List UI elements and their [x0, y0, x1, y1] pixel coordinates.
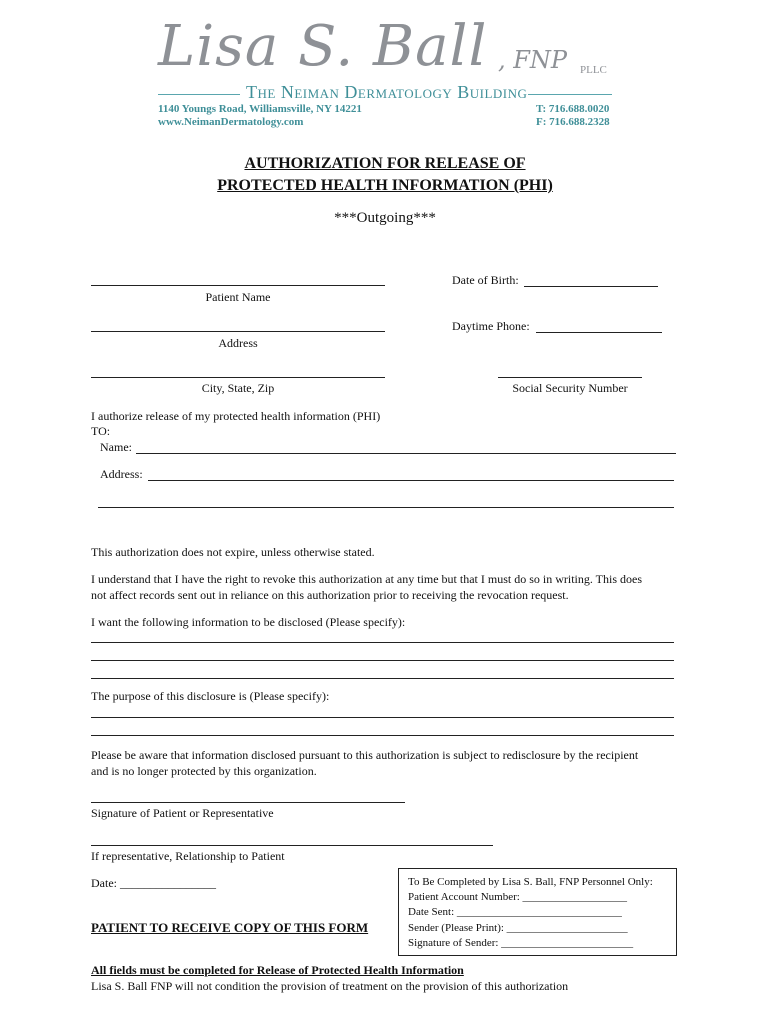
- letterhead-address: 1140 Youngs Road, Williamsville, NY 14221: [158, 103, 362, 115]
- footer-treatment-notice: Lisa S. Ball FNP will not condition the provision of treatment on the provision of this authorization: [91, 979, 569, 993]
- dob-label: Date of Birth:: [452, 273, 519, 287]
- city-state-zip-line[interactable]: [91, 377, 385, 378]
- copy-notice: PATIENT TO RECEIVE COPY OF THIS FORM: [91, 920, 369, 935]
- info-disclosed-line-3[interactable]: [91, 678, 674, 679]
- relationship-label: If representative, Relationship to Patient: [91, 849, 285, 863]
- recipient-address-line[interactable]: [148, 480, 674, 481]
- purpose-line-1[interactable]: [91, 717, 674, 718]
- logo-credential: , FNP: [498, 46, 568, 74]
- ssn-label: Social Security Number: [512, 381, 628, 395]
- patient-name-line[interactable]: [91, 285, 385, 286]
- ssn-line[interactable]: [498, 377, 642, 378]
- building-name: The Neiman Dermatology Building: [246, 82, 528, 102]
- city-state-zip-label: City, State, Zip: [201, 381, 275, 395]
- address-line[interactable]: [91, 331, 385, 332]
- date-field[interactable]: Date: ________________: [91, 876, 216, 890]
- authorize-statement: I authorize release of my protected health information (PHI): [91, 409, 381, 423]
- logo-name: Lisa S. Ball: [158, 14, 488, 79]
- personnel-account-field[interactable]: Patient Account Number: ___________________: [408, 891, 628, 903]
- personnel-date-sent-field[interactable]: Date Sent: ______________________________: [408, 906, 622, 918]
- logo-suffix: PLLC: [580, 64, 607, 76]
- signature-label: Signature of Patient or Representative: [91, 806, 274, 820]
- recipient-name-label: Name:: [100, 440, 132, 454]
- info-disclosed-line-2[interactable]: [91, 660, 674, 661]
- letterhead-fax: F: 716.688.2328: [536, 116, 610, 128]
- purpose-prompt: The purpose of this disclosure is (Please specify):: [91, 689, 330, 703]
- personnel-signature-field[interactable]: Signature of Sender: ________________________: [408, 937, 634, 949]
- letterhead-website: www.NeimanDermatology.com: [158, 116, 304, 128]
- address-label: Address: [218, 336, 258, 350]
- authorize-to: TO:: [91, 424, 111, 438]
- info-disclosed-line-1[interactable]: [91, 642, 674, 643]
- recipient-name-line[interactable]: [136, 453, 676, 454]
- building-rule-left: [158, 94, 240, 95]
- redisclosure-statement-2: and is no longer protected by this organization.: [91, 764, 317, 778]
- form-title-line2: PROTECTED HEALTH INFORMATION (PHI): [217, 177, 553, 194]
- daytime-phone-label: Daytime Phone:: [452, 319, 530, 333]
- revoke-statement-1: I understand that I have the right to revoke this authorization at any time but that I must do so in writing. This does: [91, 572, 643, 586]
- footer-required-notice: All fields must be completed for Release of Protected Health Information: [91, 963, 464, 977]
- signature-line[interactable]: [91, 802, 405, 803]
- recipient-address-line-2[interactable]: [98, 507, 674, 508]
- personnel-heading: To Be Completed by Lisa S. Ball, FNP Personnel Only:: [408, 876, 653, 888]
- relationship-line[interactable]: [91, 845, 493, 846]
- personnel-box: [398, 868, 677, 956]
- letterhead: [150, 14, 620, 133]
- letterhead-phone: T: 716.688.0020: [536, 103, 610, 115]
- patient-name-label: Patient Name: [205, 290, 271, 304]
- personnel-sender-field[interactable]: Sender (Please Print): ______________________: [408, 922, 628, 934]
- recipient-address-label: Address:: [100, 467, 143, 481]
- revoke-statement-2: not affect records sent out in reliance on this authorization prior to receiving the revocation request.: [91, 588, 569, 602]
- info-disclosed-prompt: I want the following information to be disclosed (Please specify):: [91, 615, 406, 629]
- no-expire-statement: This authorization does not expire, unless otherwise stated.: [91, 545, 375, 559]
- redisclosure-statement-1: Please be aware that information disclosed pursuant to this authorization is subject to redisclosure by the recipient: [91, 748, 639, 762]
- daytime-phone-line[interactable]: [536, 332, 662, 333]
- purpose-line-2[interactable]: [91, 735, 674, 736]
- form-subtitle: ***Outgoing***: [334, 210, 436, 226]
- form-title-line1: AUTHORIZATION FOR RELEASE OF: [244, 155, 526, 172]
- building-rule-right: [528, 94, 612, 95]
- dob-line[interactable]: [524, 286, 658, 287]
